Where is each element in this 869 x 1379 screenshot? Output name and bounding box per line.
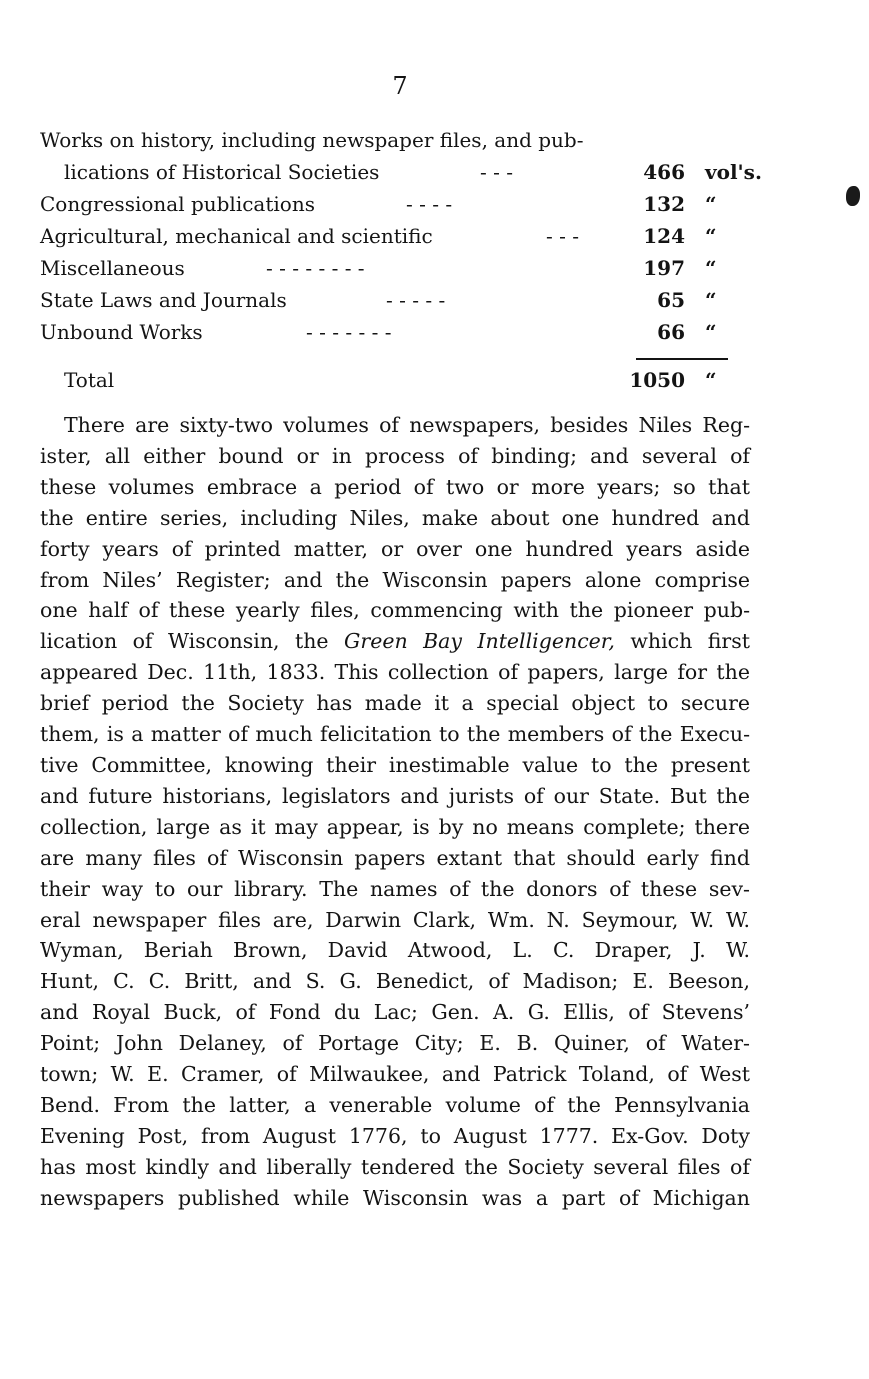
line-end: which first bbox=[630, 629, 750, 654]
row-amount: 466 bbox=[643, 160, 685, 184]
paragraph-line: town; W. E. Cramer, of Milwaukee, and Patrick Toland, of West bbox=[40, 1062, 750, 1087]
paragraph-line: them, is a matter of much felicitation to the members of the Execu- bbox=[40, 722, 750, 747]
paragraph-line: these volumes embrace a period of two or more years; so that bbox=[40, 474, 750, 499]
paragraph-line: There are sixty-two volumes of newspapers, besides Niles Reg- bbox=[64, 413, 750, 437]
row-unit: “ bbox=[705, 224, 717, 248]
row-unit: “ bbox=[705, 288, 717, 312]
row-label: Congressional publications bbox=[40, 192, 315, 216]
paragraph-line: are many files of Wisconsin papers extant that should early find bbox=[40, 845, 750, 870]
leader-dashes: - - - - - - - bbox=[306, 320, 392, 344]
row-label: Works on history, including newspaper files, and pub- bbox=[40, 128, 584, 152]
paragraph-line: one half of these yearly files, commencing with the pioneer pub- bbox=[40, 598, 750, 623]
table-row bbox=[40, 284, 740, 316]
leader-dashes: - - - bbox=[546, 224, 579, 248]
leader-dashes: - - - bbox=[480, 160, 513, 184]
row-label: Miscellaneous bbox=[40, 256, 185, 280]
row-amount: 65 bbox=[657, 288, 685, 312]
body-paragraph bbox=[40, 410, 750, 1214]
paragraph-line: forty years of printed matter, or over one hundred years aside bbox=[40, 536, 750, 561]
leader-dashes: - - - - bbox=[406, 192, 453, 216]
line-start: lication of Wisconsin, the bbox=[40, 629, 329, 654]
row-label: Agricultural, mechanical and scientific bbox=[40, 224, 433, 248]
paragraph-line: and Royal Buck, of Fond du Lac; Gen. A. G. Ellis, of Stevens’ bbox=[40, 1000, 750, 1025]
paragraph-line: Point; John Delaney, of Portage City; E. B. Quiner, of Water- bbox=[40, 1031, 750, 1056]
paragraph-line: eral newspaper files are, Darwin Clark, Wm. N. Seymour, W. W. bbox=[40, 907, 750, 932]
total-row bbox=[40, 364, 740, 396]
row-amount: 197 bbox=[643, 256, 685, 280]
paragraph-line: and future historians, legislators and jurists of our State. But the bbox=[40, 783, 750, 808]
paragraph-line bbox=[40, 626, 750, 657]
row-label: State Laws and Journals bbox=[40, 288, 287, 312]
table-row bbox=[40, 316, 740, 348]
row-unit: “ bbox=[705, 256, 717, 280]
paragraph-line: their way to our library. The names of the donors of these sev- bbox=[40, 876, 750, 901]
total-label: Total bbox=[64, 368, 115, 392]
paragraph-line: Hunt, C. C. Britt, and S. G. Benedict, of Madison; E. Beeson, bbox=[40, 969, 750, 994]
paragraph-line: Wyman, Beriah Brown, David Atwood, L. C. Draper, J. W. bbox=[40, 938, 750, 963]
paragraph-line: from Niles’ Register; and the Wisconsin papers alone comprise bbox=[40, 567, 750, 592]
row-label: lications of Historical Societies bbox=[64, 160, 380, 184]
paragraph-line: Evening Post, from August 1776, to August 1777. Ex-Gov. Doty bbox=[40, 1123, 750, 1148]
paragraph-line: collection, large as it may appear, is by no means complete; there bbox=[40, 814, 750, 839]
leader-dashes: - - - - - bbox=[386, 288, 446, 312]
table-row bbox=[40, 252, 740, 284]
table-row bbox=[40, 188, 740, 220]
paragraph-line: has most kindly and liberally tendered the Society several files of bbox=[40, 1154, 750, 1179]
paragraph-line: newspapers published while Wisconsin was a part of Michigan bbox=[40, 1185, 750, 1210]
paragraph-line: Bend. From the latter, a venerable volume of the Pennsylvania bbox=[40, 1092, 750, 1117]
leader-dashes: - - - - - - - - bbox=[266, 256, 365, 280]
paragraph-line: appeared Dec. 11th, 1833. This collection of papers, large for the bbox=[40, 660, 750, 685]
row-amount: 66 bbox=[657, 320, 685, 344]
newspaper-title: Green Bay Intelligencer, bbox=[344, 629, 615, 654]
total-rule bbox=[636, 358, 728, 360]
paragraph-line: the entire series, including Niles, make about one hundred and bbox=[40, 505, 750, 530]
row-unit: vol's. bbox=[705, 160, 762, 184]
table-row bbox=[40, 156, 762, 188]
row-unit: “ bbox=[705, 320, 717, 344]
row-label: Unbound Works bbox=[40, 320, 203, 344]
row-amount: 132 bbox=[643, 192, 685, 216]
table-row bbox=[40, 220, 740, 252]
page-number: 7 bbox=[392, 72, 408, 100]
total-unit: “ bbox=[705, 368, 717, 392]
table-row bbox=[40, 124, 740, 156]
paragraph-line: ister, all either bound or in process of binding; and several of bbox=[40, 443, 750, 468]
row-unit: “ bbox=[705, 192, 717, 216]
row-amount: 124 bbox=[643, 224, 685, 248]
ink-mark bbox=[846, 186, 860, 206]
paragraph-line: brief period the Society has made it a special object to secure bbox=[40, 691, 750, 716]
total-amount: 1050 bbox=[629, 368, 685, 392]
paragraph-line: tive Committee, knowing their inestimable value to the present bbox=[40, 752, 750, 777]
